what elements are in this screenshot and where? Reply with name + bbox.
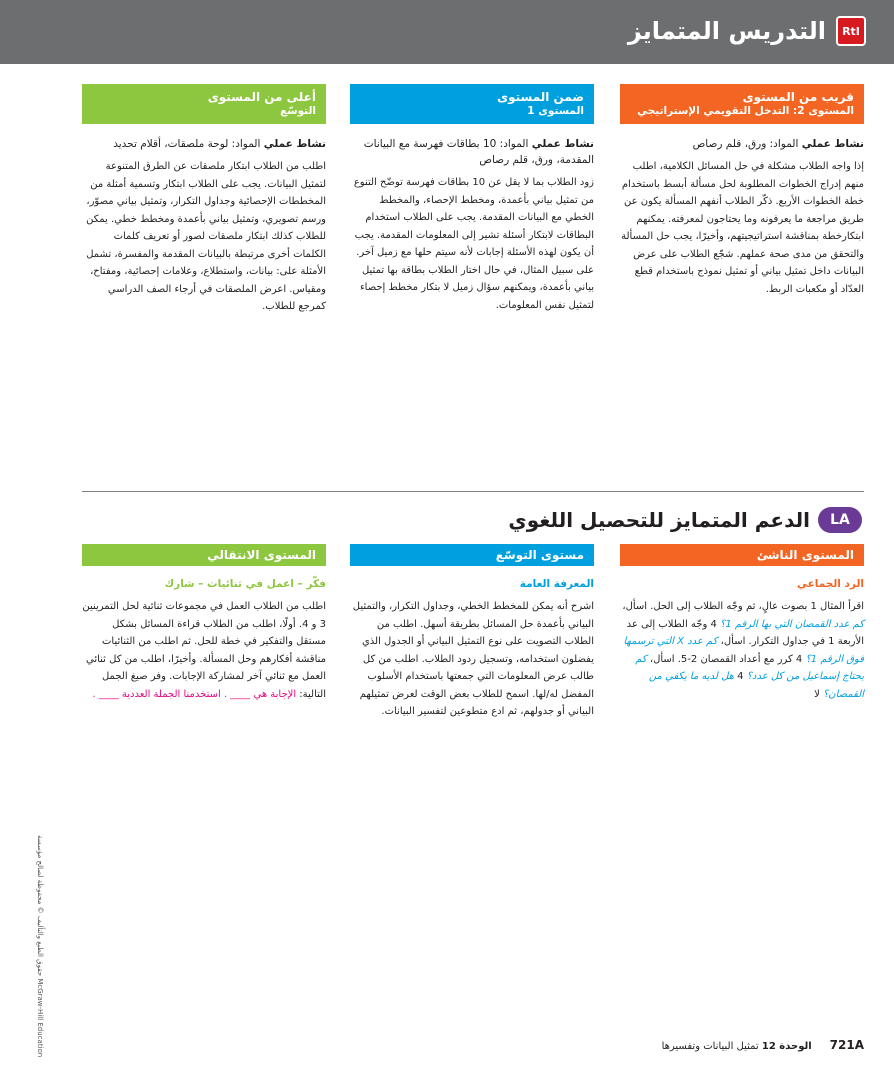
strategy-title: فكّر – اعمل في ثنائيات – شارك: [164, 578, 326, 590]
column-body: [82, 598, 326, 703]
teacher-question: هل لديه ما يكفي من القمصان؟: [648, 671, 864, 700]
la-column-bridging: [82, 544, 326, 703]
activity-label: نشاط عملي: [263, 138, 326, 150]
column-subtitle: التوسّع: [280, 105, 316, 117]
activity-label: نشاط عملي: [531, 138, 594, 150]
rti-badge-icon: RtI: [836, 16, 866, 46]
section-divider: [82, 491, 864, 492]
rti-column-beyond: [82, 84, 326, 316]
activity-line: [82, 136, 326, 152]
activity-materials: المواد: 10 بطاقات فهرسة مع البيانات المقدمة، ورق، قلم رصاص: [363, 138, 594, 166]
header-bar: [0, 0, 894, 64]
activity-label: نشاط عملي: [801, 138, 864, 150]
rti-column-header: [82, 84, 326, 124]
page-number: 721A: [829, 1038, 864, 1052]
unit-number: الوحدة 12: [761, 1041, 812, 1052]
activity-line: [350, 136, 594, 168]
column-title: قريب من المستوى: [742, 90, 854, 104]
rti-column-header: [350, 84, 594, 124]
la-badge-icon: LA: [818, 507, 862, 533]
body-text: 4 كرر مع أعداد القمصان 2-5. اسأل،: [646, 653, 806, 665]
strategy-title: الرد الجماعي: [796, 578, 864, 590]
teacher-question: كم يحتاج إسماعيل من كل عدد؟: [635, 653, 864, 682]
rti-column-header: [620, 84, 864, 124]
column-body: اشرح أنه يمكن للمخطط الخطي، وجداول التكرار، والتمثيل البياني بأعمدة حل المسائل بطريقة أسهل. اطلب من الطلاب التصويت على نوع التمثيل البياني أو الجدول الذي يفضلون استخدامه، وتسجيل ردود الطلاب. اطلب من كل طالب عرض المعلومات التي جمعتها باستخدام الأسلوب المفضل له/لها. اسمح للطلاب بعض الوقت لعرض تمثيلهم البياني أو جدولهم، ثم ادع متطوعين لتفسير البيانات.: [352, 601, 594, 717]
page-footer: [662, 1038, 864, 1052]
la-section-title: الدعم المتمايز للتحصيل اللغوي: [508, 508, 810, 532]
la-section-heading: [508, 507, 862, 533]
body-text: 4 وجّه الطلاب إلى عد الأربعة 1 في جداول التكرار. اسأل،: [626, 618, 864, 647]
header-title-group: [628, 16, 866, 46]
column-subtitle: المستوى 2: التدخل التقويمي الإستراتيجي: [637, 105, 854, 117]
la-column-emerging: [620, 544, 864, 703]
column-body: [620, 598, 864, 703]
column-body: اطلب من الطلاب ابتكار ملصقات عن الطرق المتنوعة لتمثيل البيانات. يجب على الطلاب ابتكار وتسمية أمثلة من المخططات الإحصائية وجداول التكرار، وتمثيل بياني مصوّر، ورسم تصويري، وتمثيل بياني بأعمدة ومخطط خطي. يمكن للطلاب كذلك ابتكار ملصقات لصور أو تعريف كلمات الكلمات أخرى مرتبطة بالبيانات المقدمة والمفسرة، تشمل الأمثلة على: بيانات، واستطلاع، وعلامات إحصائية، ومفتاح، ومقياس. اعرض الملصقات في أرجاء الصف الدراسي كمرجع للطلاب.: [86, 161, 326, 312]
body-text: لا: [814, 688, 823, 700]
rti-column-on-level: [350, 84, 594, 314]
activity-line: [620, 136, 864, 152]
la-column-header: المستوى الناشئ: [620, 544, 864, 566]
body-text: اطلب من الطلاب العمل في مجموعات ثنائية لحل التمرينين 3 و 4. أولًا، اطلب من الطلاب قراءة المسائل بشكل مستقل والتفكير في خطة للحل. ثم اطلب من الثنائيات مناقشة أفكارهم وحل المسألة. وأخيرًا، اطلب من كل ثنائي العمل مع ثنائي آخر لمشاركة الإجابات. وفر صيغ الجمل التالية:: [82, 601, 326, 700]
column-body: زود الطلاب بما لا يقل عن 10 بطاقات فهرسة توضّح التنوع من تمثيل بياني بأعمدة، ومخطط الإحصاء، والمخطط الخطي مع البيانات المقدمة. يجب على الطلاب استخدام البطاقات لابتكار أسئلة تشير إلى المعلومات المقدمة. يجب أن يكون لهذه الأسئلة إجابات لأنه سيتم حلها مع زميل آخر. على سبيل المثال، في حال اختار الطلاب بطاقة بها تمثيل بياني بأعمدة، ويمكنهم سؤال زميل لا بتكار مخطط إحصاء لتمثيل نفس المعلومات.: [353, 177, 594, 311]
activity-materials: المواد: لوحة ملصقات، أقلام تحديد: [113, 138, 264, 150]
unit-title: تمثيل البيانات وتفسيرها: [661, 1041, 759, 1052]
page-title: التدريس المتمايز: [627, 17, 826, 45]
la-column-header: المستوى الانتقالي: [82, 544, 326, 566]
strategy-title: المعرفة العامة: [519, 578, 594, 590]
column-title: أعلى من المستوى: [207, 90, 316, 104]
la-column-expanding: [350, 544, 594, 721]
sentence-frame: الإجابة هي ____ . استخدمنا الجملة العددية ____ .: [92, 688, 297, 700]
column-subtitle: المستوى 1: [527, 105, 584, 117]
copyright-credit: حقوق الطبع والتأليف © محفوظة لصالح مؤسسة McGraw-Hill Education: [36, 835, 44, 1058]
column-title: ضمن المستوى: [497, 90, 584, 104]
rti-column-approaching: [620, 84, 864, 298]
activity-materials: المواد: ورق، قلم رصاص: [692, 138, 802, 150]
unit-label: [662, 1041, 812, 1052]
teacher-question: كم عدد القمصان التي بها الرقم 1؟: [720, 618, 864, 630]
la-column-header: مستوى التوسّع: [350, 544, 594, 566]
body-text: اقرأ المثال 1 بصوت عالٍ، ثم وجّه الطلاب إلى الحل. اسأل،: [622, 601, 864, 612]
teacher-question: كم عدد X التي ترسمها فوق الرقم 1؟: [623, 636, 864, 665]
column-body: إذا واجه الطلاب مشكلة في حل المسائل الكلامية، اطلب منهم إدراج الخطوات المطلوبة لحل مسألة أبسط باستخدام خطة الخطوات الأربع. ذكّر الطلاب أنفهم المسألة يكون عن طريق مراجعة ما يعرفونه وما يحتاجون لمعرفته. يمكنهم ابتكارخطة بمناقشة استراتيجيتهم، وأخيرًا، يجب حل المسألة والتحقق من مدى صحة عملهم. شجّع الطلاب على عرض البيانات داخل تمثيل بياني أو تمثيل نموذج باستخدام قطع العدّاد أو مكعبات الربط.: [621, 161, 864, 295]
body-text: 4: [733, 671, 747, 682]
